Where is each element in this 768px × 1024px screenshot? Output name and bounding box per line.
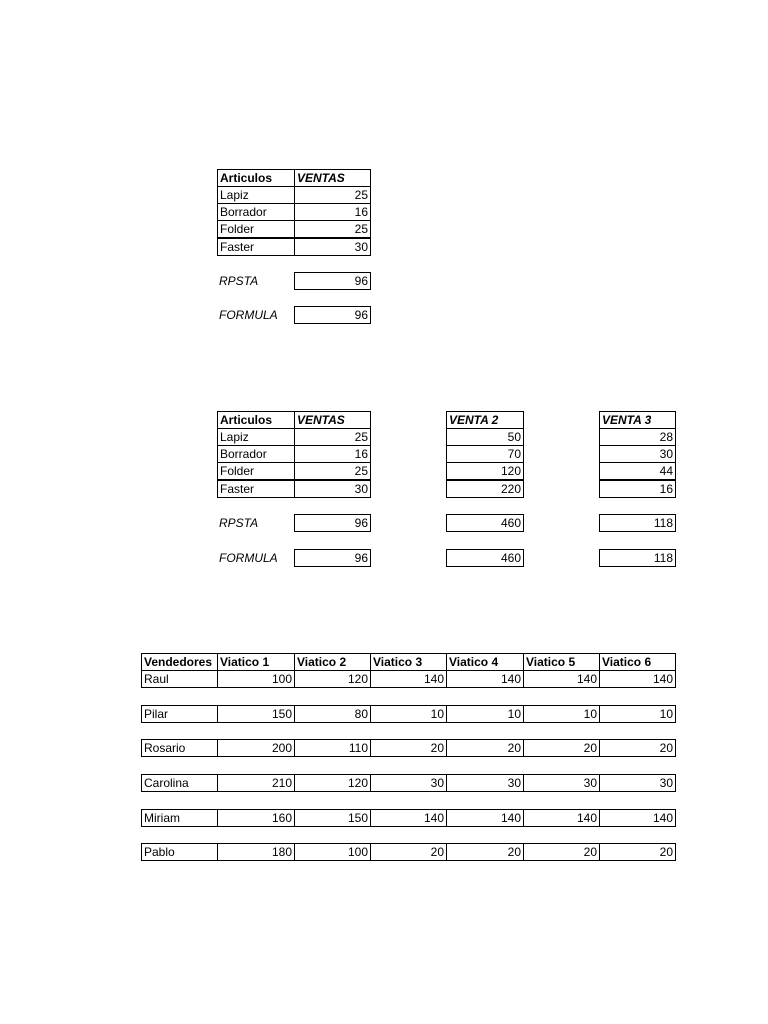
section1-formula-label: FORMULA (219, 308, 278, 322)
section3-name-cell: Pilar (141, 705, 218, 723)
section1-rpsta-label: RPSTA (219, 274, 259, 288)
section3-value-cell: 10 (523, 705, 600, 723)
section3-value-cell: 30 (370, 774, 447, 792)
section2-item-cell: Faster (217, 480, 295, 498)
section3-value-cell: 20 (599, 843, 676, 861)
section3-value-cell: 20 (446, 739, 524, 757)
section2-venta2-cell: 120 (446, 462, 524, 480)
section3-value-cell: 210 (217, 774, 295, 792)
section2-venta2-cell: 220 (446, 480, 524, 498)
section1-item-cell: Folder (217, 220, 295, 238)
section3-value-cell: 140 (599, 670, 676, 688)
section3-value-cell: 200 (217, 739, 295, 757)
section3-value-cell: 120 (294, 774, 371, 792)
section1-header-ventas: VENTAS (294, 169, 371, 187)
section3-value-cell: 20 (523, 843, 600, 861)
section2-header-articulos: Articulos (217, 411, 295, 429)
section3-value-cell: 140 (523, 670, 600, 688)
section3-value-cell: 150 (294, 809, 371, 827)
section3-name-cell: Carolina (141, 774, 218, 792)
section2-header-venta3: VENTA 3 (599, 411, 676, 429)
section3-value-cell: 140 (370, 670, 447, 688)
section2-venta3-cell: 30 (599, 445, 676, 463)
section3-value-cell: 30 (523, 774, 600, 792)
section3-header-cell: Viatico 1 (217, 653, 295, 671)
section3-value-cell: 150 (217, 705, 295, 723)
section3-value-cell: 140 (446, 670, 524, 688)
section1-value-cell: 16 (294, 203, 371, 221)
section3-header-cell: Viatico 5 (523, 653, 600, 671)
section2-value-cell: 25 (294, 428, 371, 446)
section2-value-cell: 25 (294, 462, 371, 480)
section1-header-articulos: Articulos (217, 169, 295, 187)
section3-value-cell: 10 (446, 705, 524, 723)
section1-value-cell: 25 (294, 220, 371, 238)
section3-name-cell: Rosario (141, 739, 218, 757)
section2-venta3-formula: 118 (599, 549, 676, 567)
section2-item-cell: Folder (217, 462, 295, 480)
section3-value-cell: 10 (370, 705, 447, 723)
section3-value-cell: 20 (370, 843, 447, 861)
section3-value-cell: 20 (599, 739, 676, 757)
section3-value-cell: 180 (217, 843, 295, 861)
section3-value-cell: 100 (294, 843, 371, 861)
section2-header-ventas: VENTAS (294, 411, 371, 429)
section3-value-cell: 140 (523, 809, 600, 827)
section3-value-cell: 120 (294, 670, 371, 688)
section2-rpsta-value: 96 (294, 514, 371, 532)
section2-venta2-formula: 460 (446, 549, 524, 567)
section3-name-cell: Pablo (141, 843, 218, 861)
section2-value-cell: 30 (294, 480, 371, 498)
section2-venta2-rpsta: 460 (446, 514, 524, 532)
section3-header-cell: Viatico 3 (370, 653, 447, 671)
section1-value-cell: 30 (294, 238, 371, 256)
section3-header-cell: Vendedores (141, 653, 218, 671)
section2-venta2-cell: 50 (446, 428, 524, 446)
section3-header-cell: Viatico 2 (294, 653, 371, 671)
section1-item-cell: Faster (217, 238, 295, 256)
section3-value-cell: 140 (599, 809, 676, 827)
section3-value-cell: 10 (599, 705, 676, 723)
section3-value-cell: 140 (446, 809, 524, 827)
section3-value-cell: 140 (370, 809, 447, 827)
section3-value-cell: 160 (217, 809, 295, 827)
section2-item-cell: Borrador (217, 445, 295, 463)
section1-value-cell: 25 (294, 186, 371, 204)
section2-value-cell: 16 (294, 445, 371, 463)
section2-rpsta-label: RPSTA (219, 516, 259, 530)
section3-value-cell: 20 (370, 739, 447, 757)
section1-formula-value: 96 (294, 306, 371, 324)
section2-formula-label: FORMULA (219, 551, 278, 565)
section3-value-cell: 100 (217, 670, 295, 688)
section3-header-cell: Viatico 4 (446, 653, 524, 671)
section2-venta3-cell: 16 (599, 480, 676, 498)
section3-value-cell: 80 (294, 705, 371, 723)
section2-venta3-cell: 44 (599, 462, 676, 480)
section1-item-cell: Borrador (217, 203, 295, 221)
section3-value-cell: 30 (446, 774, 524, 792)
section3-value-cell: 110 (294, 739, 371, 757)
section2-venta3-cell: 28 (599, 428, 676, 446)
section1-rpsta-value: 96 (294, 272, 371, 290)
section3-header-cell: Viatico 6 (599, 653, 676, 671)
section2-header-venta2: VENTA 2 (446, 411, 524, 429)
section1-item-cell: Lapiz (217, 186, 295, 204)
section2-venta2-cell: 70 (446, 445, 524, 463)
section3-value-cell: 20 (523, 739, 600, 757)
section3-name-cell: Raul (141, 670, 218, 688)
section2-formula-value: 96 (294, 549, 371, 567)
section3-value-cell: 20 (446, 843, 524, 861)
section3-name-cell: Miriam (141, 809, 218, 827)
section3-value-cell: 30 (599, 774, 676, 792)
section2-venta3-rpsta: 118 (599, 514, 676, 532)
section2-item-cell: Lapiz (217, 428, 295, 446)
